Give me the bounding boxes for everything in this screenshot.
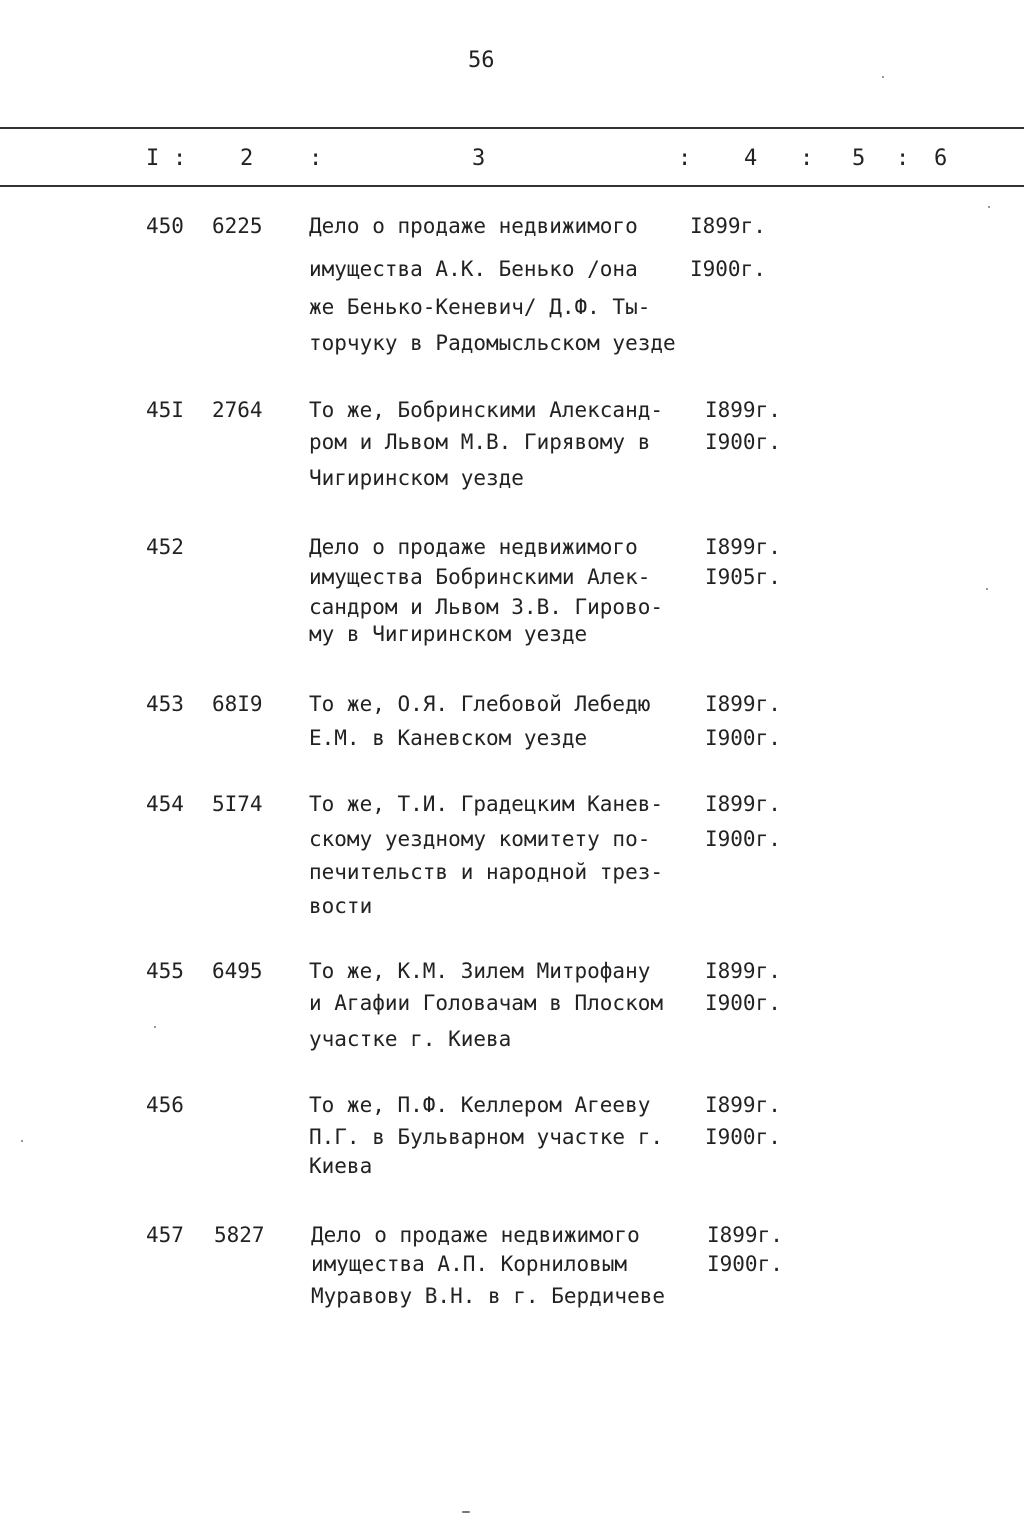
- year-start: I899г.: [707, 1223, 783, 1247]
- description-line: То же, П.Ф. Келлером Агееву: [309, 1093, 651, 1117]
- description-line: То же, Бобринскими Александ-: [309, 398, 664, 422]
- description-line: имущества Бобринскими Алек-: [309, 565, 651, 589]
- entry-code: 6495: [212, 959, 263, 983]
- description-line: печительств и народной трез-: [309, 860, 664, 884]
- column-header-1: I: [146, 146, 160, 171]
- entry-number: 453: [146, 692, 184, 716]
- year-start: I899г.: [705, 1093, 781, 1117]
- column-separator: :: [678, 146, 692, 171]
- entry-years: [705, 535, 781, 596]
- description-line: То же, Т.И. Градецким Канев-: [309, 792, 664, 816]
- year-start: I899г.: [705, 535, 781, 559]
- page-number: 56: [468, 48, 495, 73]
- year-start: I899г.: [705, 792, 781, 816]
- entry-description: [309, 214, 676, 362]
- year-end: I900г.: [705, 430, 781, 454]
- entry-number: 452: [146, 535, 184, 559]
- entry-number: 454: [146, 792, 184, 816]
- description-line: Е.М. в Каневском уезде: [309, 726, 588, 750]
- year-end: I900г.: [690, 257, 766, 281]
- description-line: Дело о продаже недвижимого: [311, 1223, 640, 1247]
- column-separator: :: [896, 146, 910, 171]
- year-end: I900г.: [705, 827, 781, 851]
- entry-number: 455: [146, 959, 184, 983]
- header-rule-top: [0, 127, 1024, 129]
- entry-code: 68I9: [212, 692, 263, 716]
- entry-years: [705, 959, 781, 1022]
- description-line: же Бенько-Кеневич/ Д.Ф. Ты-: [309, 295, 651, 319]
- description-line: Муравову В.Н. в г. Бердичеве: [311, 1284, 666, 1308]
- description-line: То же, О.Я. Глебовой Лебедю: [309, 692, 651, 716]
- description-line: имущества А.П. Корниловым: [311, 1252, 628, 1276]
- entry-code: 2764: [212, 398, 263, 422]
- description-line: П.Г. в Бульварном участке г.: [309, 1125, 664, 1149]
- column-separator: :: [309, 146, 323, 171]
- entry-number: 450: [146, 214, 184, 238]
- scan-speck: [988, 206, 990, 208]
- year-start: I899г.: [705, 398, 781, 422]
- scan-speck: [154, 1026, 156, 1028]
- description-line: Киева: [309, 1154, 373, 1178]
- year-end: I900г.: [705, 726, 781, 750]
- entry-years: [690, 214, 766, 288]
- year-start: I899г.: [690, 214, 766, 238]
- entry-number: 45I: [146, 398, 184, 422]
- entry-description: [309, 398, 663, 497]
- description-line: вости: [309, 894, 373, 918]
- description-line: и Агафии Головачам в Плоском: [309, 991, 664, 1015]
- entry-years: [705, 1093, 781, 1156]
- entry-number: 457: [146, 1223, 184, 1247]
- entry-description: [309, 792, 663, 925]
- description-line: скому уездному комитету по-: [309, 827, 651, 851]
- header-rule-bottom: [0, 185, 1024, 187]
- description-line: сандром и Львом З.В. Гирово-: [309, 595, 664, 619]
- description-line: му в Чигиринском уезде: [309, 622, 588, 646]
- year-end: I900г.: [705, 991, 781, 1015]
- entry-description: [309, 535, 663, 653]
- entry-description: [309, 692, 650, 757]
- year-end: I900г.: [707, 1252, 783, 1276]
- column-separator: :: [173, 146, 187, 171]
- entry-number: 456: [146, 1093, 184, 1117]
- column-header-2: 2: [240, 146, 254, 171]
- year-start: I899г.: [705, 692, 781, 716]
- year-end: I900г.: [705, 1125, 781, 1149]
- description-line: Дело о продаже недвижимого: [309, 214, 638, 238]
- scan-speck: [882, 76, 884, 78]
- year-start: I899г.: [705, 959, 781, 983]
- entry-description: [311, 1223, 665, 1315]
- column-header-4: 4: [744, 146, 758, 171]
- description-line: имущества А.К. Бенько /она: [309, 257, 638, 281]
- description-line: торчуку в Радомысльском уезде: [309, 331, 676, 355]
- column-header-5: 5: [852, 146, 866, 171]
- entry-code: 5I74: [212, 792, 263, 816]
- description-line: участке г. Киева: [309, 1027, 512, 1051]
- entry-code: 5827: [214, 1223, 265, 1247]
- entry-years: [707, 1223, 783, 1283]
- column-header-3: 3: [472, 146, 486, 171]
- column-separator: :: [800, 146, 814, 171]
- scan-speck: [462, 1511, 470, 1513]
- description-line: То же, К.М. Зилем Митрофану: [309, 959, 651, 983]
- description-line: Чигиринском уезде: [309, 466, 524, 490]
- entry-years: [705, 692, 781, 757]
- entry-description: [309, 1093, 663, 1185]
- scan-speck: [21, 1140, 23, 1142]
- entry-years: [705, 792, 781, 858]
- column-header-6: 6: [934, 146, 948, 171]
- description-line: ром и Львом М.В. Гирявому в: [309, 430, 651, 454]
- entry-description: [309, 959, 663, 1058]
- description-line: Дело о продаже недвижимого: [309, 535, 638, 559]
- entry-years: [705, 398, 781, 461]
- year-end: I905г.: [705, 565, 781, 589]
- entry-code: 6225: [212, 214, 263, 238]
- scan-speck: [986, 588, 988, 590]
